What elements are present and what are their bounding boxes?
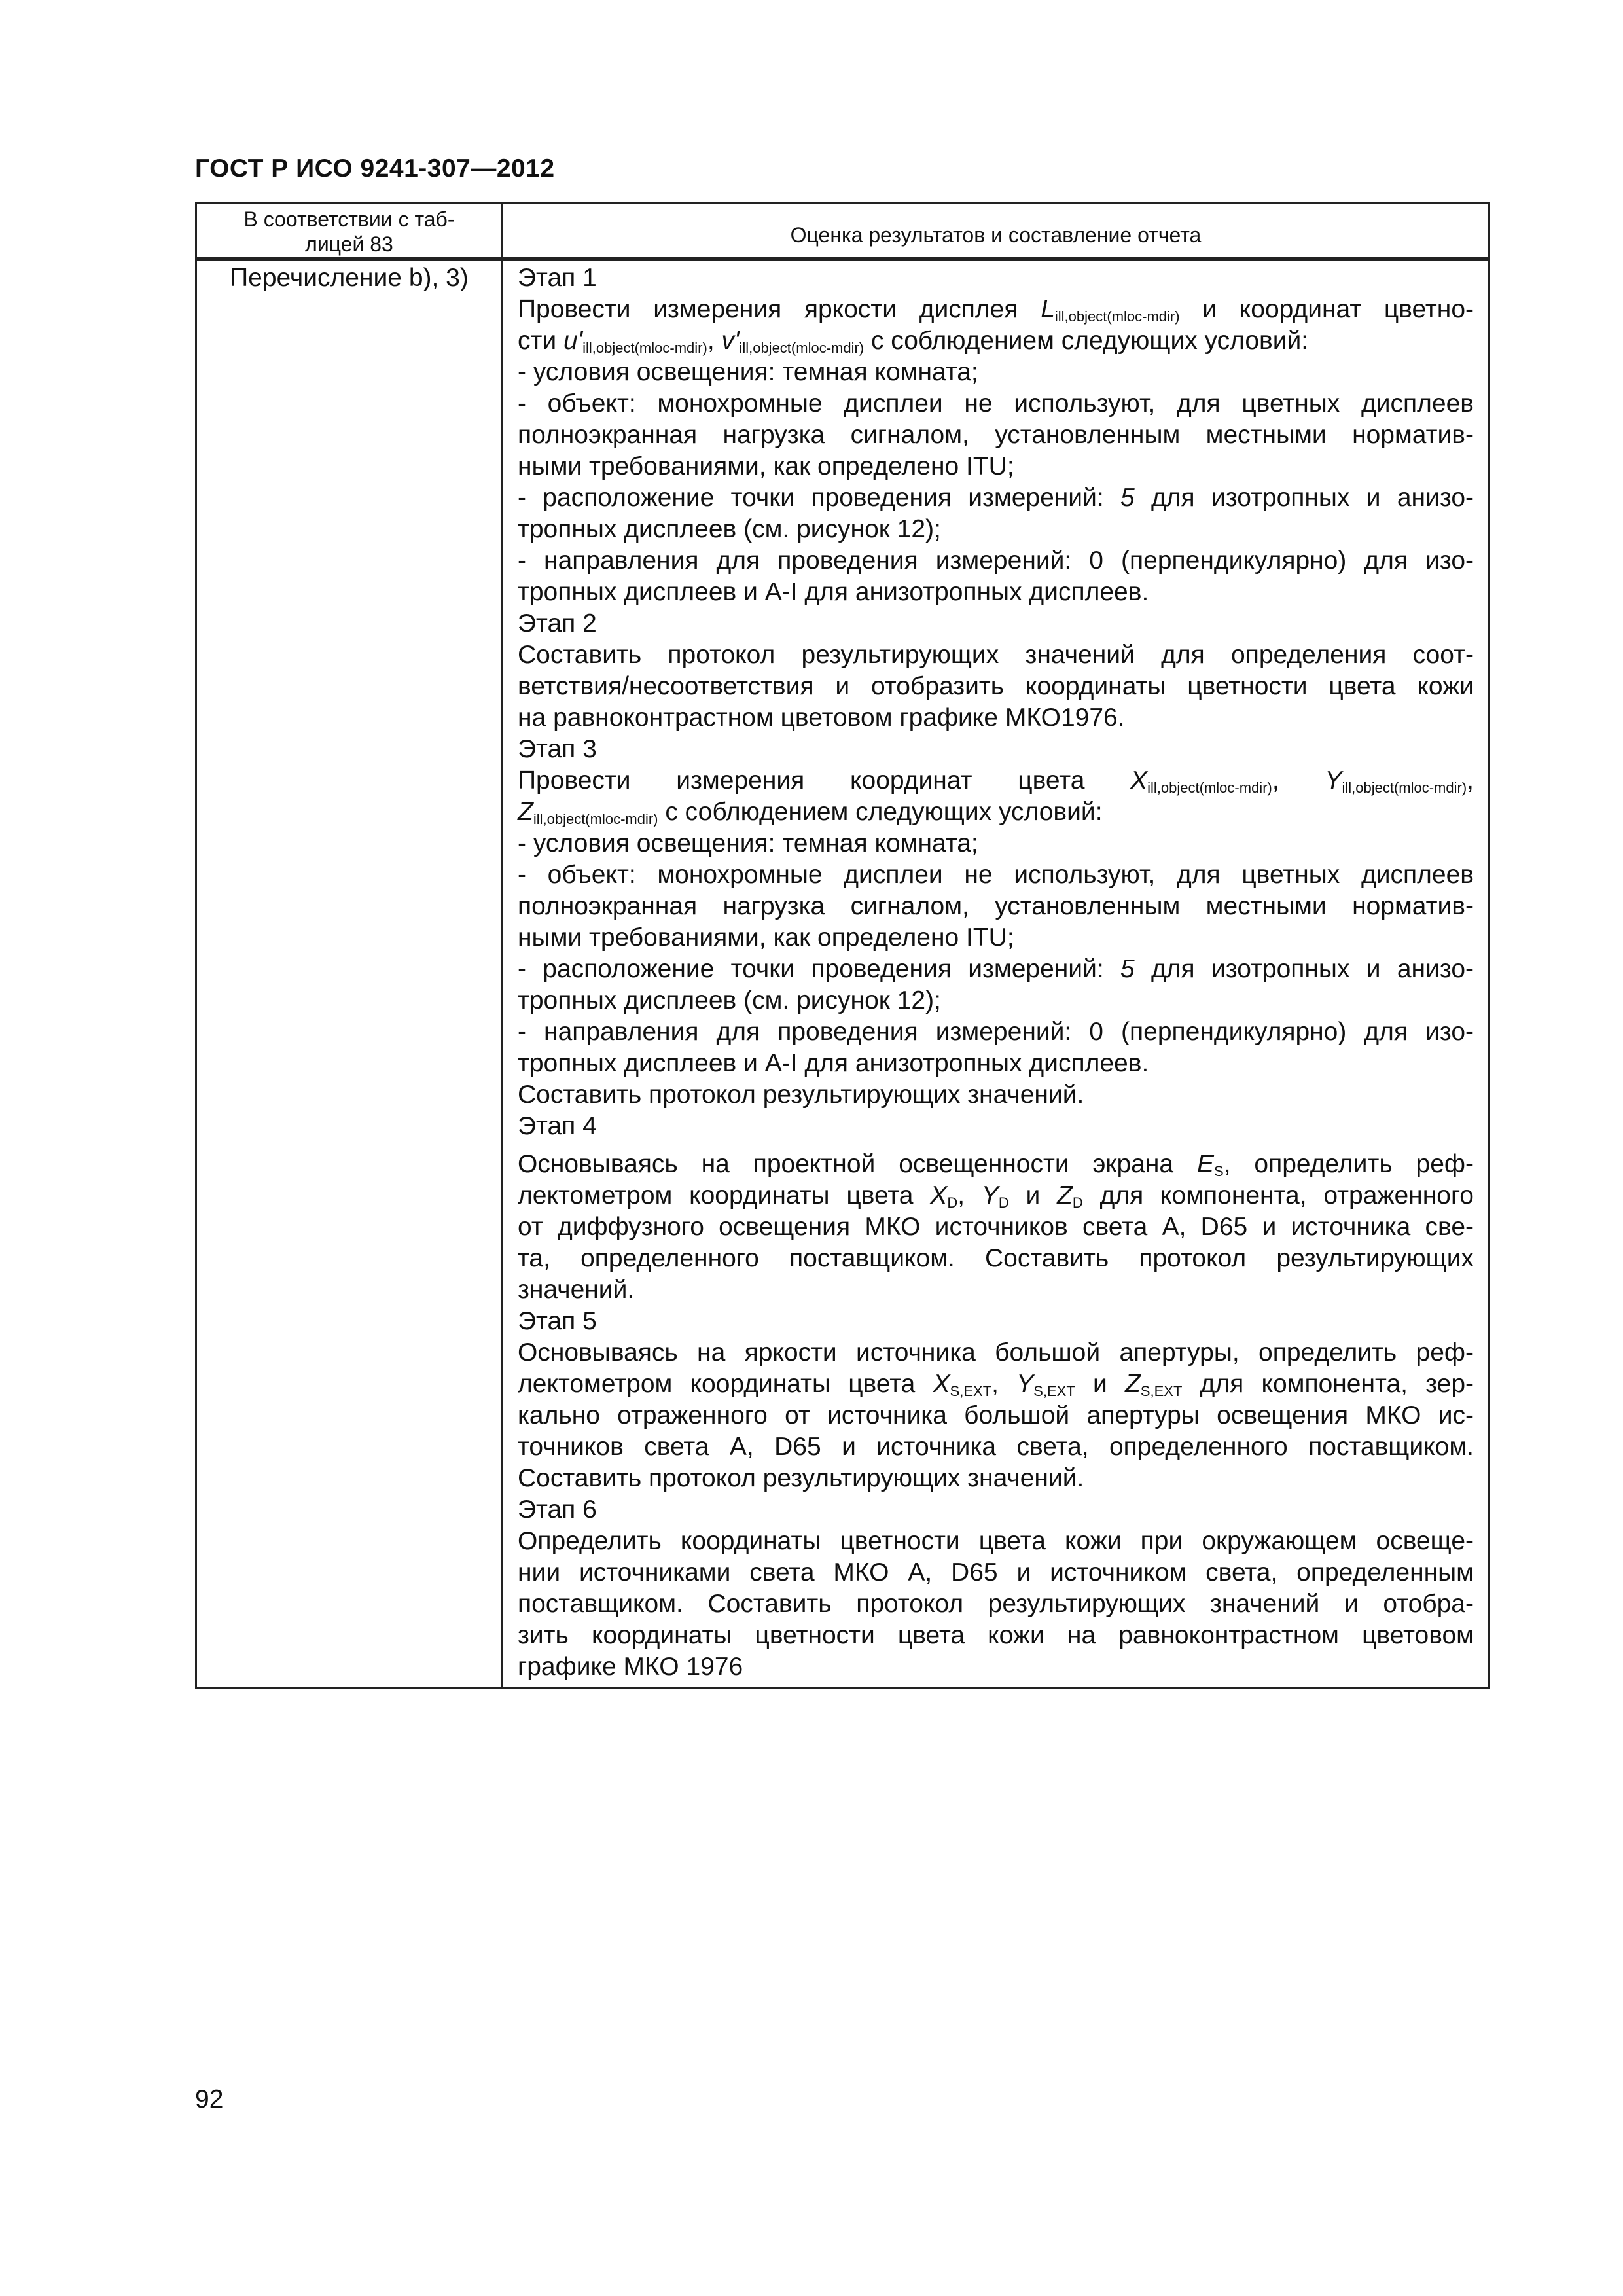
stage-3-line: полноэкранная нагрузка сигналом, установленным местными норматив- (518, 892, 1474, 920)
stage-6-line: поставщиком. Составить протокол результирующих значений и отобра- (518, 1590, 1474, 1618)
stage-4-line: от диффузного освещения МКО источников света A, D65 и источника све- (518, 1213, 1474, 1241)
column-header-reference-line1: В соответствии с таб- (243, 207, 455, 231)
stage-1-line: - расположение точки проведения измерений: 5 для изотропных и анизо- (518, 484, 1474, 512)
stage-3-line: - объект: монохромные дисплеи не используют, для цветных дисплеев (518, 861, 1474, 889)
stage-5-line: Основываясь на яркости источника большой апертуры, определить реф- (518, 1338, 1474, 1367)
stage-6-line: графике МКО 1976 (518, 1653, 743, 1681)
stage-5-title: Этап 5 (518, 1307, 597, 1335)
column-header-reference-line2: лицей 83 (305, 232, 393, 256)
stage-3-line: тропных дисплеев и A-I для анизотропных дисплеев. (518, 1049, 1149, 1077)
stage-3-line: - расположение точки проведения измерений: 5 для изотропных и анизо- (518, 955, 1474, 983)
stage-6-line: зить координаты цветности цвета кожи на равноконтрастном цветовом (518, 1621, 1474, 1649)
table-row (196, 259, 1489, 1688)
stage-2-title: Этап 2 (518, 609, 597, 637)
stage-3-line: тропных дисплеев (см. рисунок 12); (518, 986, 941, 1014)
stage-6-title: Этап 6 (518, 1496, 597, 1524)
document-header: ГОСТ Р ИСО 9241-307—2012 (195, 154, 555, 183)
stage-1-line: сти $u'_{ill,object(mloc-mdir)}$, $v'_{ill,object(mloc-mdir)}$ с соблюдением следующих условий: (518, 327, 1309, 356)
stage-4-line: Основываясь на проектной освещенности экрана $E_S$, определить реф- (518, 1150, 1474, 1179)
stage-5-line: кально отраженного от источника большой апертуры освещения МКО ис- (518, 1401, 1474, 1429)
stage-1-line: тропных дисплеев и A-I для анизотропных дисплеев. (518, 578, 1149, 606)
stage-1-line: - объект: монохромные дисплеи не используют, для цветных дисплеев (518, 389, 1474, 418)
page-number: 92 (195, 2085, 224, 2113)
stage-1-line: ными требованиями, как определено ITU; (518, 452, 1014, 480)
row-evaluation-cell (503, 259, 1489, 1688)
stage-5 (518, 1306, 1474, 1494)
stage-5-line: Составить протокол результирующих значений. (518, 1464, 1084, 1492)
table-header-row (196, 203, 1489, 260)
stage-3-line: $Z_{ill,object(mloc-mdir)}$ с соблюдением следующих условий: (518, 798, 1103, 827)
stage-3-line: Провести измерения координат цвета $X_{ill,object(mloc-mdir)}$, $Y_{ill,object(mloc-mdir)}$, (518, 766, 1474, 796)
stage-4-line: та, определенного поставщиком. Составить протокол результирующих (518, 1244, 1474, 1272)
stage-1-line: Провести измерения яркости дисплея $L_{ill,object(mloc-mdir)}$ и координат цветно- (518, 295, 1474, 325)
stage-4-title: Этап 4 (518, 1112, 597, 1140)
stage-2-line: ветствия/несоответствия и отобразить координаты цветности цвета кожи (518, 672, 1474, 700)
stage-4 (518, 1111, 1474, 1306)
stage-3-line: Составить протокол результирующих значений. (518, 1081, 1084, 1109)
stage-3 (518, 734, 1474, 1111)
stage-6 (518, 1494, 1474, 1683)
stage-3-line: - направления для проведения измерений: 0 (перпендикулярно) для изо- (518, 1018, 1474, 1046)
row-reference-text: Перечисление b), 3) (230, 264, 469, 292)
stage-4-line: значений. (518, 1276, 635, 1304)
stage-6-line: нии источниками света МКО A, D65 и источником света, определенным (518, 1558, 1474, 1587)
stage-1-line: полноэкранная нагрузка сигналом, установленным местными норматив- (518, 421, 1474, 449)
stage-3-title: Этап 3 (518, 735, 597, 763)
stage-2-line: Составить протокол результирующих значений для определения соот- (518, 641, 1474, 669)
stage-5-line: точников света A, D65 и источника света, определенного поставщиком. (518, 1433, 1474, 1461)
column-header-evaluation: Оценка результатов и составление отчета (503, 203, 1489, 260)
stage-2-line: на равноконтрастном цветовом графике МКО1976. (518, 704, 1125, 732)
stage-3-line: ными требованиями, как определено ITU; (518, 924, 1014, 952)
stage-1 (518, 262, 1474, 608)
stage-2 (518, 608, 1474, 734)
column-header-reference (196, 203, 503, 260)
stage-1-line: - условия освещения: темная комната; (518, 358, 978, 386)
stage-1-line: - направления для проведения измерений: 0 (перпендикулярно) для изо- (518, 547, 1474, 575)
evaluation-table (195, 202, 1490, 1689)
stage-3-line: - условия освещения: темная комната; (518, 829, 978, 857)
row-reference-cell (196, 259, 503, 1688)
stage-4-line: лектометром координаты цвета $X_D$, $Y_D$ и $Z_D$ для компонента, отраженного (518, 1181, 1474, 1211)
stage-5-line: лектометром координаты цвета $X_{S,EXT}$, $Y_{S,EXT}$ и $Z_{S,EXT}$ для компонента, зер- (518, 1370, 1474, 1399)
stage-6-line: Определить координаты цветности цвета кожи при окружающем освеще- (518, 1527, 1474, 1555)
stage-1-line: тропных дисплеев (см. рисунок 12); (518, 515, 941, 543)
stage-1-title: Этап 1 (518, 264, 597, 292)
